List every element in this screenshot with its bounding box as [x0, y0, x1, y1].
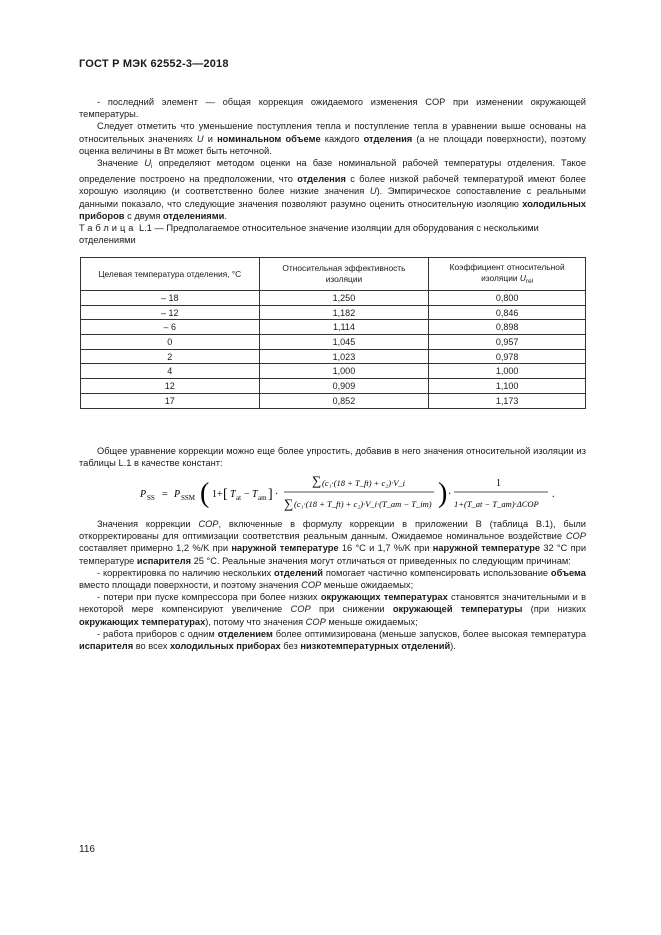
term: наружной температуре [432, 543, 541, 554]
text: 32 °C при температуре [79, 543, 587, 566]
table-row [81, 320, 586, 335]
symbol: COP [305, 616, 326, 627]
text: с более низкой рабочей температурой имеют более хорошую изоляцию (и соответственно более низкие значения [79, 174, 586, 197]
formula-sum-bottom: ∑ [284, 496, 294, 511]
paragraph-ui-definition [79, 157, 586, 222]
table-cell-eff: 1,000 [259, 364, 429, 379]
text: ), потому что значения [205, 616, 306, 627]
formula-lhs-sub: SS [147, 494, 155, 502]
table-caption [79, 222, 586, 246]
term: окружающих температурах [79, 616, 206, 627]
text: без [280, 641, 301, 652]
table-cell-temp: 12 [81, 379, 260, 394]
formula-p-sub: SSM [181, 494, 196, 502]
paragraph-note [79, 120, 586, 157]
formula-denominator: (c₁·(18 + T_ft) + c₂)·V_i·(T_am − T_im) [294, 499, 432, 509]
text: (при низких [522, 604, 586, 615]
formula-paren-close: ) [438, 478, 448, 509]
text: (а не площади поверхности), поэтому оценка величины в Вт может быть неточной. [79, 133, 586, 156]
formula-bracket-close: ] [268, 487, 273, 502]
table-cell-eff: 1,250 [259, 291, 429, 306]
text: меньше ожидаемых; [321, 580, 414, 591]
formula-numerator: (c₁·(18 + T_ft) + c₂)·V_i [322, 478, 406, 488]
table-row [81, 364, 586, 379]
table-row [81, 393, 586, 408]
term: окружающей температуры [392, 604, 523, 615]
table-cell-coef: 0,898 [429, 320, 586, 335]
table-cell-eff: 1,023 [259, 349, 429, 364]
document-header: ГОСТ Р МЭК 62552-3—2018 [79, 58, 229, 70]
page-number: 116 [79, 844, 95, 855]
symbol: COP [565, 531, 586, 542]
table-cell-coef: 0,800 [429, 291, 586, 306]
table-cell-temp: 2 [81, 349, 260, 364]
formula-bracket-open: [ [223, 487, 228, 502]
term: испарителя [136, 555, 192, 566]
formula-tat: T [230, 489, 236, 500]
table-cell-coef: 0,978 [429, 349, 586, 364]
subscript: rel [525, 277, 534, 285]
table-cell-eff: 0,852 [259, 393, 429, 408]
symbol: U [144, 158, 152, 169]
symbol: COP [290, 604, 311, 615]
formula-tam: T [252, 489, 258, 500]
text: Коэффициент относительной изоляции [449, 261, 565, 283]
formula-dot1: · [275, 489, 279, 500]
header-relative-coefficient [429, 258, 586, 291]
term: отделений [274, 567, 323, 578]
text: вместо площади поверхности, и поэтому значения [79, 580, 302, 591]
formula-denominator-2: 1+(T_at − T_am)·ΔCOP [454, 499, 539, 509]
text: становятся значительными и в некоторой мере компенсируют увеличение [79, 592, 587, 615]
text: составляет примерно 1,2 %/K при [79, 543, 232, 554]
term: отделения [363, 133, 413, 144]
term: объема [550, 567, 586, 578]
table-row [81, 379, 586, 394]
text: с двумя [124, 210, 164, 221]
paragraph-cop-values [79, 518, 586, 567]
term: окружающих температурах [320, 592, 448, 603]
text: Следует отметить что уменьшение поступления тепла и поступление тепла в уравнении выше основаны на относительных значениях [79, 121, 586, 144]
table-row [81, 335, 586, 350]
table-cell-temp: – 12 [81, 305, 260, 320]
header-target-temp: Целевая температура отделения, °C [81, 258, 260, 291]
intro-text [79, 96, 586, 222]
correction-formula [140, 471, 570, 515]
term: холодильных приборов [79, 198, 586, 221]
formula-one: 1 [496, 478, 501, 489]
text: 16 °C и 1,7 %/K при [338, 543, 433, 554]
table-cell-coef: 1,100 [429, 379, 586, 394]
formula-lhs: P [140, 489, 147, 500]
text: определяют методом оценки на базе номинальной рабочей температуры отделения. Такое определение построено на предположении, что [79, 158, 586, 185]
table-cell-coef: 0,957 [429, 335, 586, 350]
text: - последний элемент — общая коррекция ожидаемого изменения COP при изменении окружающей температуры. [79, 97, 586, 120]
symbol: U [196, 133, 204, 144]
caption-text: L.1 — Предполагаемое относительное значение изоляции для оборудования с несколькими отделениями [79, 223, 539, 245]
table-cell-eff: 1,182 [259, 305, 429, 320]
table-cell-coef: 0,846 [429, 305, 586, 320]
formula-tat-sub: at [236, 494, 242, 502]
term: номинальном объеме [217, 133, 321, 144]
text: - работа приборов с одним [97, 628, 218, 639]
subscript: i [151, 163, 153, 171]
text: , включенные в формулу коррекции в приложении В (таблица В.1), были откорректированы для оптимизации соответствия реальным данным. Ожидаемое номинальное воздействие [79, 519, 587, 542]
formula-paren-open: ( [200, 478, 210, 509]
symbol: U [519, 272, 526, 283]
table-cell-eff: 1,114 [259, 320, 429, 335]
formula-sum-top: ∑ [312, 473, 322, 488]
term: отделения [297, 174, 346, 185]
caption-label: Таблица [79, 223, 137, 233]
text: помогает частично компенсировать использование [322, 567, 551, 578]
table-cell-eff: 0,909 [259, 379, 429, 394]
symbol: COP [301, 580, 322, 591]
table-cell-coef: 1,000 [429, 364, 586, 379]
paragraph-simplify: Общее уравнение коррекции можно еще более упростить, добавив в него значения относительной изоляции из таблицы L.1 в качестве констант: [79, 446, 586, 469]
text: более оптимизирована (меньше запусков, более высокая температура [272, 628, 587, 639]
bullet-multiple-compartments [79, 567, 586, 591]
text: при снижении [310, 604, 393, 615]
table-cell-temp: – 6 [81, 320, 260, 335]
table-header-row [81, 258, 586, 291]
bullet-single-compartment [79, 628, 586, 652]
table-cell-eff: 1,045 [259, 335, 429, 350]
term: холодильных приборах [169, 641, 281, 652]
table-cell-temp: 17 [81, 393, 260, 408]
table-cell-temp: – 18 [81, 291, 260, 306]
text: Значение [97, 158, 145, 169]
text: и [203, 133, 218, 144]
formula-eq: = [162, 489, 168, 500]
insulation-table [80, 257, 586, 409]
text: меньше ожидаемых; [325, 616, 418, 627]
table-cell-coef: 1,173 [429, 393, 586, 408]
text: - потери при пуске компрессора при более низких [97, 592, 321, 603]
table-row [81, 305, 586, 320]
formula-tam-sub: am [258, 494, 267, 502]
table-cell-temp: 0 [81, 335, 260, 350]
text: во всех [133, 641, 170, 652]
formula-minus: − [244, 489, 250, 500]
bullet-compressor-losses [79, 591, 586, 628]
formula-one-plus: 1+ [212, 489, 223, 500]
formula-end-dot: . [552, 489, 555, 500]
paragraph-last-element [79, 96, 586, 120]
term: отделением [217, 628, 273, 639]
text: Значения коррекции [97, 519, 199, 529]
text: . [224, 210, 227, 221]
cop-discussion [79, 518, 586, 652]
text: 25 °C. Реальные значения могут отличаться от приведенных по следующим причинам: [191, 555, 571, 566]
term: низкотемпературных отделений [300, 641, 451, 652]
symbol: U [369, 186, 377, 197]
term: испарителя [79, 641, 134, 652]
table-cell-temp: 4 [81, 364, 260, 379]
text: - корректировка по наличию нескольких [97, 567, 275, 578]
text: ). Эмпирическое сопоставление с реальными данными показало, что следующие значения позволяют разумно оценить относительную изоляцию [79, 186, 587, 209]
text: каждого [320, 133, 364, 144]
formula-dot2: · [448, 489, 452, 500]
table-row [81, 349, 586, 364]
header-relative-efficiency: Относительная эффективность изоляции [259, 258, 429, 291]
term: отделениями [163, 210, 225, 221]
text: ). [450, 641, 456, 652]
term: наружной температуре [231, 543, 339, 554]
symbol: COP [198, 519, 219, 529]
formula-p: P [174, 489, 181, 500]
table-row [81, 291, 586, 306]
